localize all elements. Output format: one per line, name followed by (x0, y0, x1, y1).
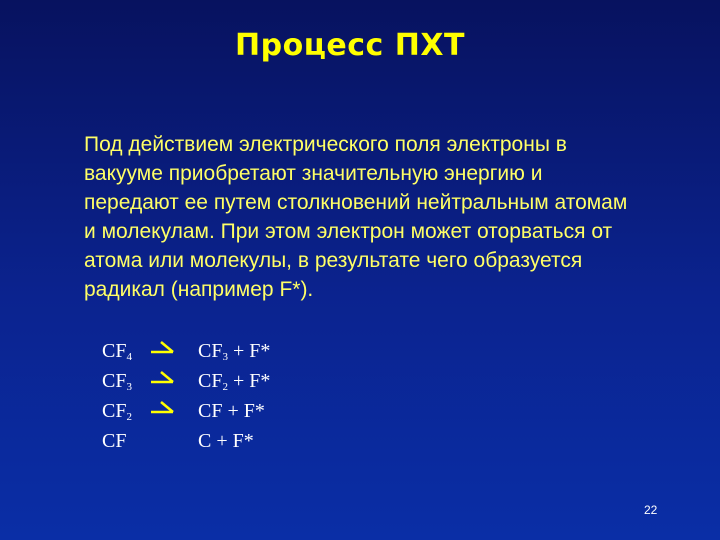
product-subscript: 3 (222, 351, 228, 363)
reactant-formula: CF (102, 370, 127, 392)
slide-title-text: Процесс ПХТ (235, 28, 465, 63)
paragraph-line: и молекулам. При этом электрон может оторваться от (84, 220, 613, 243)
paragraph-line: вакууме приобретают значительную энергию и (84, 162, 543, 185)
products (198, 426, 254, 456)
paragraph-line: Под действием электрического поля электроны в (84, 133, 567, 156)
reactant-subscript: 2 (126, 411, 132, 423)
reactant-formula: CF (102, 340, 127, 362)
reactant-formula: CF (102, 400, 127, 422)
product-formula: C + F* (198, 430, 254, 452)
reaction-arrow-icon (149, 368, 177, 386)
product-subscript: 2 (222, 381, 228, 393)
reaction-arrow-icon (149, 398, 177, 416)
product-rest: + F* (227, 370, 271, 392)
reactant-subscript: 4 (126, 351, 132, 363)
product-formula: CF + F* (198, 400, 265, 422)
body-paragraph (84, 130, 704, 304)
slide-title (0, 28, 720, 63)
paragraph-line: атома или молекулы, в результате чего образуется (84, 249, 583, 272)
reaction-arrow-icon (149, 338, 177, 356)
page-number: 22 (644, 503, 658, 517)
products (198, 396, 265, 426)
product-rest: + F* (227, 340, 271, 362)
paragraph-line: передают ее путем столкновений нейтральным атомам (84, 191, 628, 214)
paragraph-line: радикал (например F*). (84, 278, 314, 301)
reactant-subscript: 3 (126, 381, 132, 393)
product-formula: CF (198, 340, 223, 362)
product-formula: CF (198, 370, 223, 392)
reactant (102, 426, 126, 456)
reactant-formula: CF (102, 430, 127, 452)
